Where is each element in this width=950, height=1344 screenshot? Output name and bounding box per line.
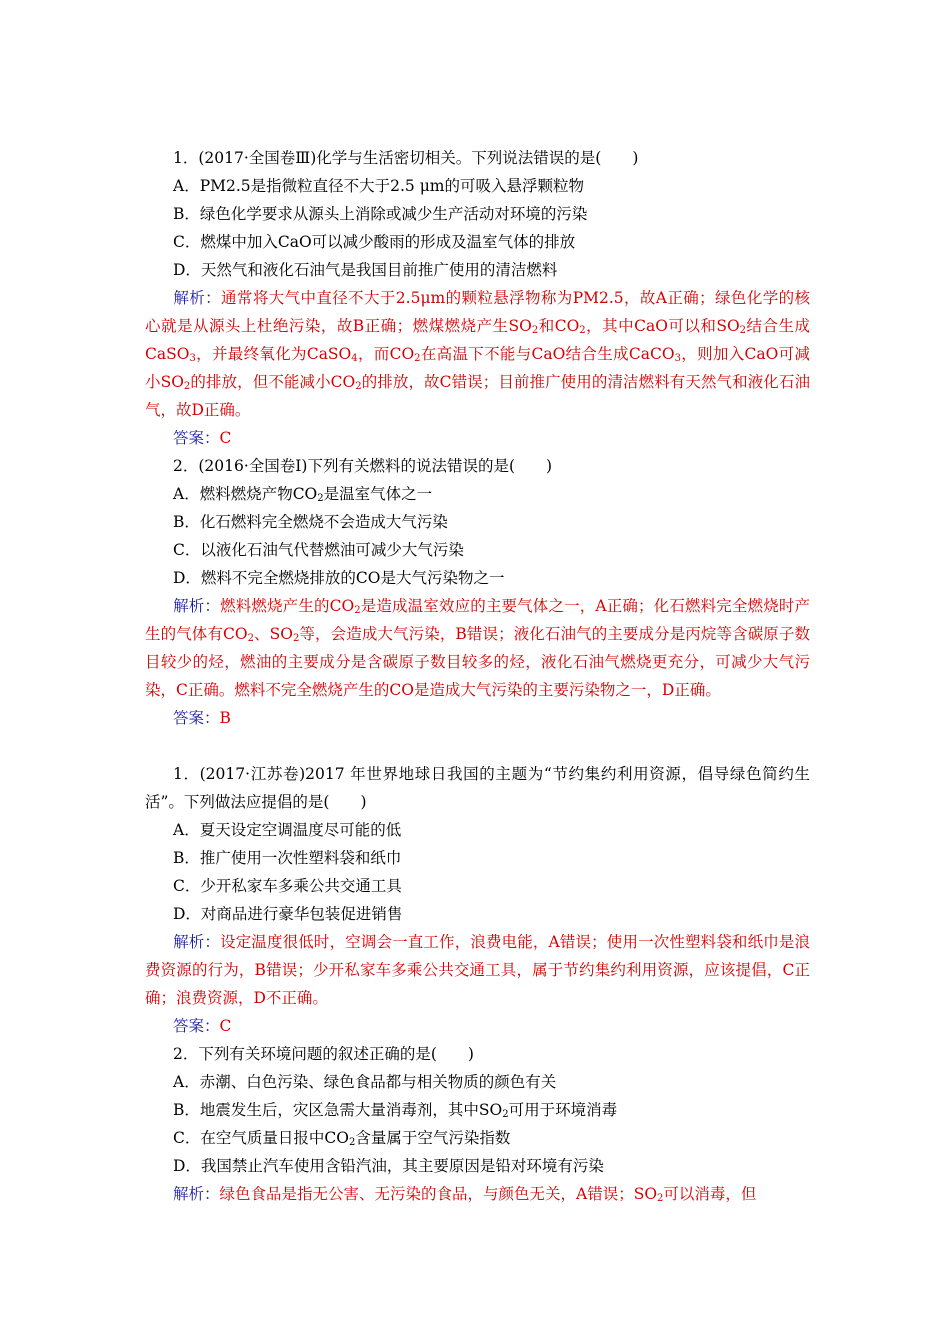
analysis-text: 通常将大气中直径不大于2.5μm的颗粒悬浮物称为PM2.5，故A正确；绿色化学的核心就是从源头上杜绝污染，故B正确；燃煤燃烧产生$SO_2$和$CO_2$，其中CaO可以和$SO_2$结合生成CaSO$_3$，并最终氧化为CaSO$_4$，而$CO_2$在高温下不能与CaO结合生成CaCO$_3$，则加入CaO可减小$SO_2$的排放，但不能减小$CO_2$的排放，故C错误；目前推广使用的清洁燃料有天然气和液化石油气，故D正确。 — [145, 289, 810, 419]
analysis-label: 解析： — [173, 597, 221, 615]
option-b: B．地震发生后，灾区急需大量消毒剂，其中$SO_2$可用于环境消毒 — [173, 1101, 618, 1120]
answer-label: 答案： — [173, 1017, 220, 1035]
answer-line — [145, 1012, 810, 1040]
option-a: A．夏天设定空调温度尽可能的低 — [173, 821, 402, 839]
option-b: B．化石燃料完全燃烧不会造成大气污染 — [173, 513, 448, 531]
analysis-label: 解析： — [173, 1185, 220, 1203]
option-d: D．天然气和液化石油气是我国目前推广使用的清洁燃料 — [173, 261, 558, 279]
analysis-label: 解析： — [173, 289, 222, 307]
option-d: D．我国禁止汽车使用含铅汽油，其主要原因是铅对环境有污染 — [173, 1157, 604, 1175]
question-stem: 2．下列有关环境问题的叙述正确的是( ) — [173, 1045, 474, 1063]
analysis-text: 绿色食品是指无公害、无污染的食品，与颜色无关，A错误；$SO_2$可以消毒，但 — [219, 1185, 757, 1204]
section-divider — [145, 732, 810, 760]
question-block — [145, 1040, 810, 1208]
answer-line — [145, 704, 810, 732]
option-c: C．以液化石油气代替燃油可减少大气污染 — [173, 541, 464, 559]
analysis-paragraph — [145, 592, 810, 704]
option-a: A．赤潮、白色污染、绿色食品都与相关物质的颜色有关 — [173, 1073, 557, 1091]
answer-value: C — [219, 429, 232, 447]
document-page — [145, 144, 810, 1208]
answer-label: 答案： — [173, 709, 220, 727]
question-stem: 2．(2016·全国卷Ⅰ)下列有关燃料的说法错误的是( ) — [173, 457, 553, 475]
analysis-text: 设定温度很低时，空调会一直工作，浪费电能，A错误；使用一次性塑料袋和纸巾是浪费资源的行为，B错误；少开私家车多乘公共交通工具，属于节约集约利用资源，应该提倡，C正确；浪费资源，D不正确。 — [145, 933, 810, 1007]
answer-line — [145, 424, 810, 452]
option-c: C．在空气质量日报中$CO_2$含量属于空气污染指数 — [173, 1129, 511, 1148]
answer-value: C — [219, 1017, 232, 1035]
analysis-paragraph — [145, 1180, 810, 1208]
option-d: D．对商品进行豪华包装促进销售 — [173, 905, 403, 923]
answer-label: 答案： — [173, 429, 220, 447]
question-stem-text: 1．(2017·江苏卷)2017 年世界地球日我国的主题为“节约集约利用资源，倡导绿色简约生活”。下列做法应提倡的是( ) — [145, 765, 810, 811]
answer-value: B — [219, 709, 231, 727]
option-c: C．少开私家车多乘公共交通工具 — [173, 877, 402, 895]
option-a: A．PM2.5是指微粒直径不大于2.5 μm的可吸入悬浮颗粒物 — [173, 177, 584, 195]
analysis-paragraph — [145, 284, 810, 424]
option-b: B．绿色化学要求从源头上消除或减少生产活动对环境的污染 — [173, 205, 588, 223]
question-stem — [145, 760, 810, 816]
question-stem: 1．(2017·全国卷Ⅲ)化学与生活密切相关。下列说法错误的是( ) — [173, 149, 639, 167]
option-c: C．燃煤中加入CaO可以减少酸雨的形成及温室气体的排放 — [173, 233, 576, 251]
question-block — [145, 452, 810, 732]
analysis-label: 解析： — [173, 933, 221, 951]
analysis-text: 燃料燃烧产生的$CO_2$是造成温室效应的主要气体之一，A正确；化石燃料完全燃烧时产生的气体有$CO_2$、$SO_2$等，会造成大气污染，B错误；液化石油气的主要成分是丙烷等含碳原子数目较少的烃，燃油的主要成分是含碳原子数目较多的烃，液化石油气燃烧更充分，可减少大气污染，C正确。燃料不完全燃烧产生的CO是造成大气污染的主要污染物之一，D正确。 — [145, 597, 810, 699]
analysis-paragraph — [145, 928, 810, 1012]
question-block — [145, 144, 810, 452]
option-d: D．燃料不完全燃烧排放的CO是大气污染物之一 — [173, 569, 505, 587]
option-a: A．燃料燃烧产物$CO_2$是温室气体之一 — [173, 485, 433, 504]
question-block — [145, 760, 810, 1040]
option-b: B．推广使用一次性塑料袋和纸巾 — [173, 849, 402, 867]
